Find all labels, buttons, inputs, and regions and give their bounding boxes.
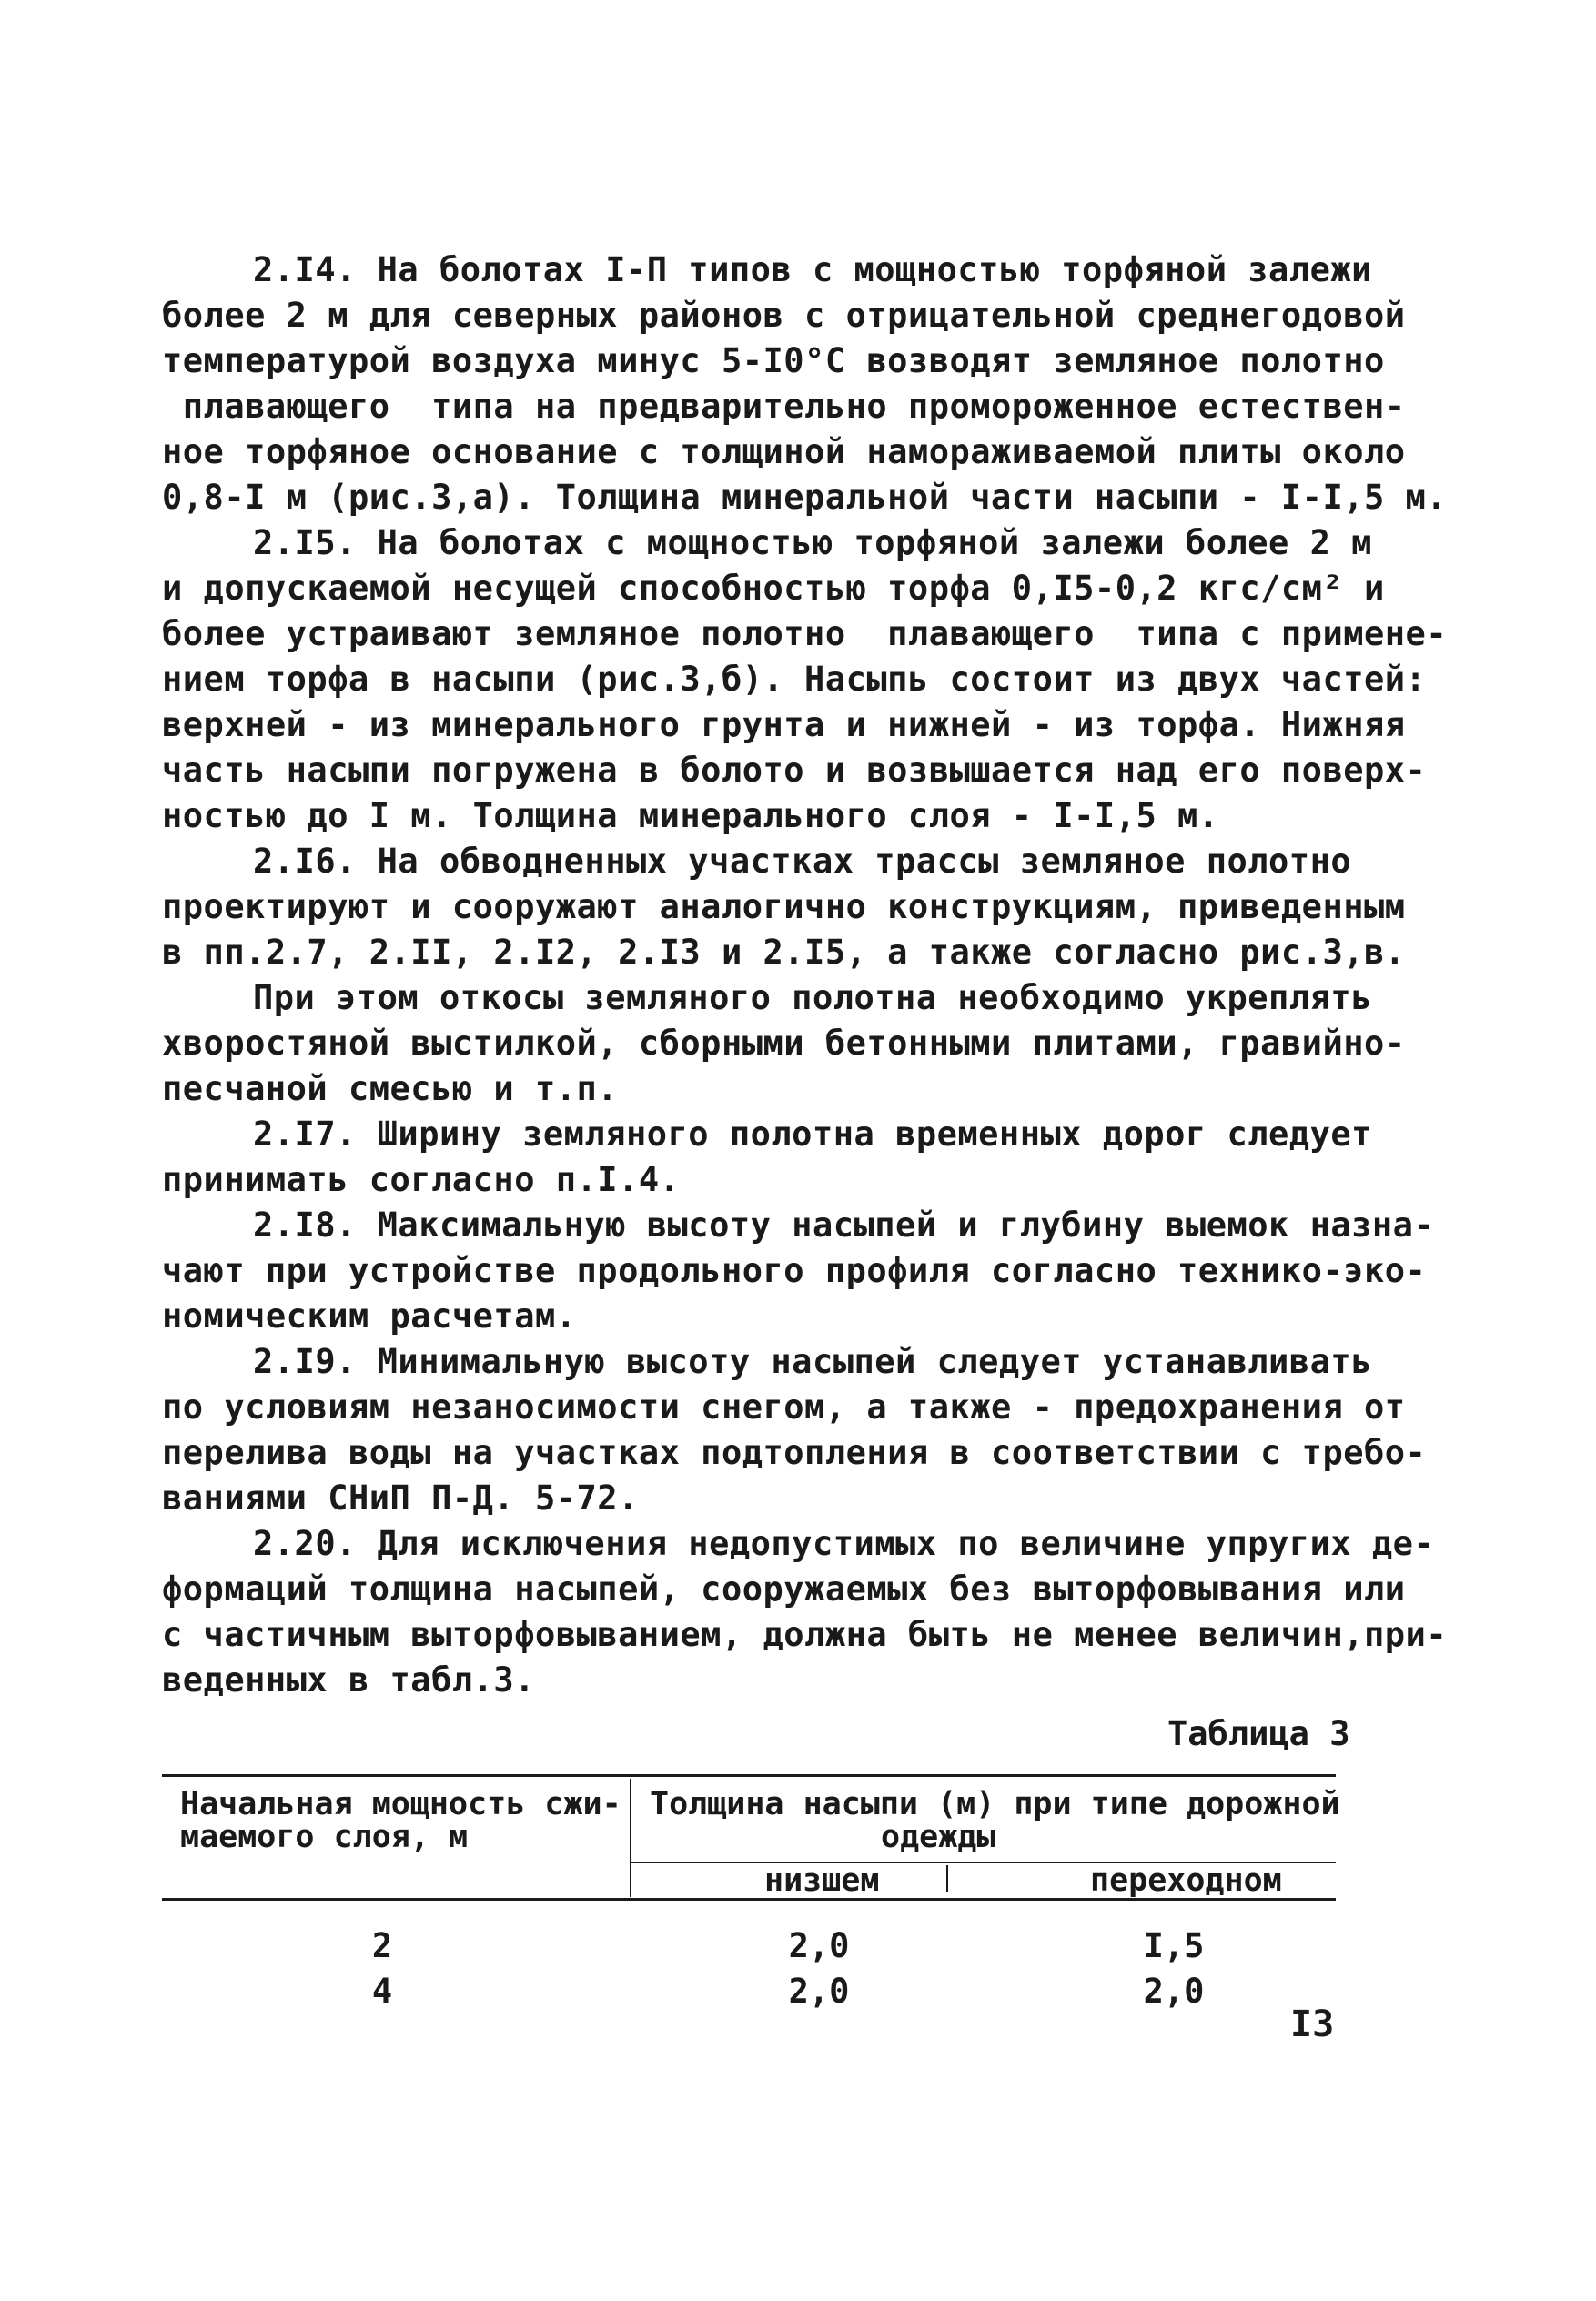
text-line: в пп.2.7, 2.II, 2.I2, 2.I3 и 2.I5, а также согласно рис.3,в. (162, 933, 1406, 972)
text-line: номическим расчетам. (162, 1297, 577, 1336)
text-line: и допускаемой несущей способностью торфа 0,I5-0,2 кгс/см² и (162, 569, 1385, 608)
group-header-line1: Толщина насыпи (м) при типе дорожной (650, 1786, 1340, 1822)
table-subheader-divider (946, 1865, 948, 1892)
text-line: ное торфяное основание с толщиной намораживаемой плиты около (162, 432, 1406, 471)
text-line: чают при устройстве продольного профиля согласно технико-эко- (162, 1251, 1427, 1290)
table-cell: 2,0 (788, 1972, 850, 2011)
text-line: 2.20. Для исключения недопустимых по величине упругих де- (253, 1524, 1435, 1563)
text-line: 2.I5. На болотах с мощностью торфяной залежи более 2 м (253, 523, 1372, 562)
text-line: 0,8-I м (рис.3,а). Толщина минеральной части насыпи - I-I,5 м. (162, 478, 1448, 517)
text-line: с частичным выторфовыванием, должна быть не менее величин,при- (162, 1615, 1448, 1654)
col1-header-line1: Начальная мощность сжи- (180, 1786, 621, 1822)
text-line: верхней - из минерального грунта и нижней - из торфа. Нижняя (162, 705, 1406, 744)
table-cell: 2 (371, 1926, 393, 1965)
text-line: перелива воды на участках подтопления в соответствии с требо- (162, 1433, 1427, 1472)
table-cell: 2,0 (1143, 1972, 1205, 2011)
sub-header-transitional: переходном (1090, 1862, 1282, 1899)
text-line: формаций толщина насыпей, сооружаемых без выторфовывания или (162, 1569, 1406, 1609)
text-line: 2.I7. Ширину земляного полотна временных дорог следует (253, 1115, 1372, 1154)
text-line: веденных в табл.3. (162, 1660, 535, 1700)
text-line: по условиям незаносимости снегом, а также - предохранения от (162, 1388, 1406, 1427)
table-cell: 2,0 (788, 1926, 850, 1965)
table-vertical-divider (630, 1779, 631, 1897)
text-line: хворостяной выстилкой, сборными бетонными плитами, гравийно- (162, 1024, 1406, 1063)
text-line: ностью до I м. Толщина минерального слоя - I-I,5 м. (162, 796, 1219, 835)
text-line: часть насыпи погружена в болото и возвышается над его поверх- (162, 751, 1427, 790)
text-line: плавающего типа на предварительно промороженное естествен- (162, 387, 1406, 426)
text-line: 2.I8. Максимальную высоту насыпей и глубину выемок назна- (253, 1206, 1435, 1245)
text-line: более устраивают земляное полотно плавающего типа с примене- (162, 614, 1448, 653)
table-cell: 4 (371, 1972, 393, 2011)
text-line: 2.I4. На болотах I-П типов с мощностью торфяной залежи (253, 250, 1372, 289)
group-header-line2: одежды (881, 1819, 996, 1855)
text-line: проектируют и сооружают аналогично конструкциям, приведенным (162, 887, 1406, 926)
text-line: нием торфа в насыпи (рис.3,б). Насыпь состоит из двух частей: (162, 660, 1427, 699)
text-line: 2.I6. На обводненных участках трассы земляное полотно (253, 842, 1352, 881)
text-line: 2.I9. Минимальную высоту насыпей следует устанавливать (253, 1342, 1372, 1381)
sub-header-lower: низшем (764, 1862, 880, 1899)
text-line: принимать согласно п.I.4. (162, 1160, 681, 1199)
text-line: песчаной смесью и т.п. (162, 1069, 619, 1108)
text-line: При этом откосы земляного полотна необходимо укреплять (253, 978, 1372, 1017)
text-line: более 2 м для северных районов с отрицательной среднегодовой (162, 296, 1406, 335)
table-top-rule (162, 1774, 1336, 1777)
page-number: I3 (1290, 2003, 1335, 2045)
table-cell: I,5 (1143, 1926, 1205, 1965)
table-caption: Таблица 3 (1167, 1714, 1350, 1753)
col1-header-line2: маемого слоя, м (180, 1819, 469, 1855)
text-line: ваниями СНиП П-Д. 5-72. (162, 1478, 639, 1518)
text-line: температурой воздуха минус 5-I0°С возводят земляное полотно (162, 341, 1385, 380)
